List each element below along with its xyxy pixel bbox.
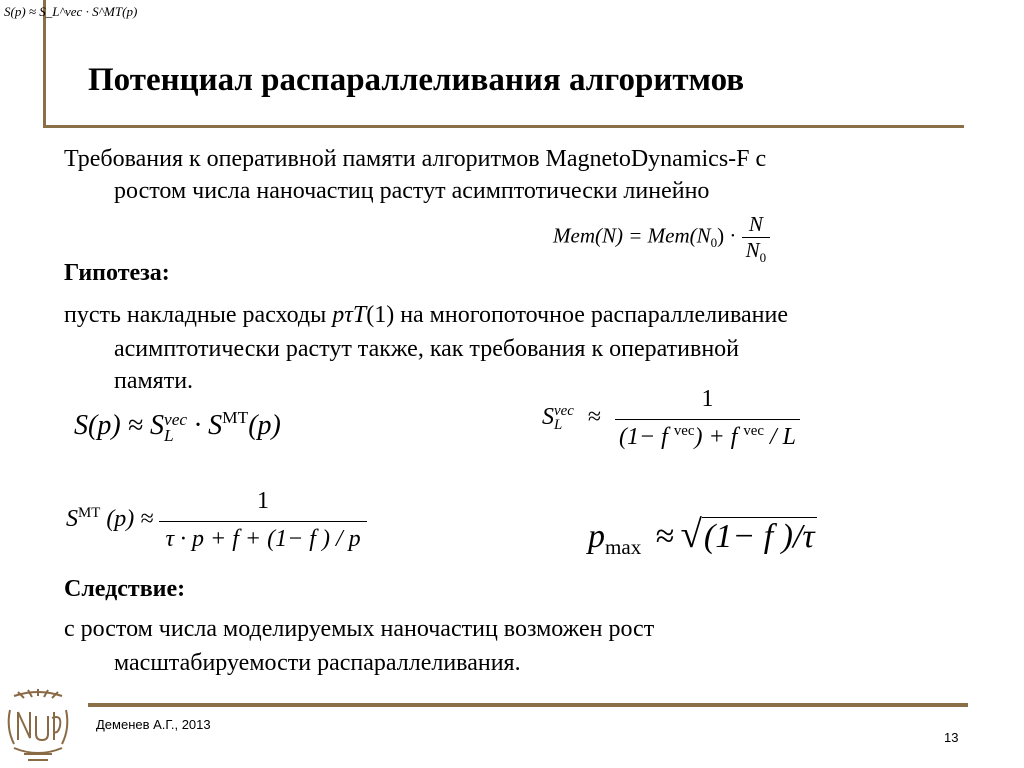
vector-speedup-lhs: S [542, 404, 554, 431]
memory-formula-den: N [745, 238, 760, 262]
speedup-formula-sup2: MT [222, 408, 249, 428]
memory-formula-fraction [742, 212, 771, 263]
speedup-formula-mid: · S [187, 410, 223, 441]
pmax-lhs: p [588, 518, 605, 555]
university-logo-icon [4, 688, 72, 766]
memory-formula-lhs: Mem(N) = Mem(N [553, 223, 711, 248]
vector-speedup-den-sup1: vec [673, 422, 695, 439]
vector-speedup-den-sup2: vec [743, 422, 765, 439]
slide-title: Потенциал распараллеливания алгоритмов [88, 62, 745, 98]
memory-formula-den-sub: 0 [759, 249, 767, 265]
vector-speedup-sub: L [554, 416, 563, 433]
consequence-line1: с ростом числа моделируемых наночастиц возможен рост [64, 616, 655, 642]
mt-speedup-num: 1 [257, 488, 270, 514]
vector-speedup-fraction [615, 386, 800, 451]
memory-formula-sub: 0 [710, 234, 718, 250]
sqrt-sign-icon: √ [680, 513, 702, 556]
mt-speedup-lhs: S [66, 506, 78, 533]
decor-rule-bottom [88, 703, 968, 707]
hypothesis-label: Гипотеза: [64, 260, 170, 286]
intro-text-line1: Требования к оперативной памяти алгоритмов MagnetoDynamics-F с [64, 146, 767, 172]
hypothesis-line3: памяти. [114, 368, 194, 394]
vector-speedup-approx: ≈ [587, 404, 601, 431]
mt-speedup-sup: MT [78, 504, 101, 521]
pmax-radicand: (1− f )/τ [703, 518, 815, 555]
speedup-formula [74, 410, 281, 443]
max-threads-formula [588, 512, 817, 560]
footer-author: Деменев А.Г., 2013 [96, 717, 211, 732]
hypothesis-line1-b: (1) на многопоточное распараллеливание [366, 302, 788, 328]
hypothesis-line1-math: pτT [332, 302, 367, 328]
hypothesis-line2: асимптотически растут также, как требования к оперативной [114, 336, 740, 362]
vector-speedup-num: 1 [701, 386, 714, 412]
speedup-formula-rhs: (p) [248, 410, 281, 441]
memory-formula-num: N [748, 212, 763, 236]
vector-speedup-den-a: (1− f [618, 424, 674, 450]
speedup-formula-lhs: S(p) ≈ S [74, 410, 165, 441]
speedup-formula-sup: vec [164, 409, 188, 429]
decor-rule-top [43, 125, 964, 128]
page-number: 13 [944, 730, 959, 745]
intro-text-line2: ростом числа наночастиц растут асимптотически линейно [114, 178, 710, 204]
mt-speedup-arg: (p) ≈ [106, 506, 154, 533]
vector-speedup-den-b: ) + f [694, 424, 744, 450]
multithread-speedup-formula [66, 488, 367, 553]
consequence-line2: масштабируемости распараллеливания. [114, 650, 521, 676]
pmax-approx: ≈ [655, 518, 675, 555]
pmax-sub: max [605, 535, 642, 560]
vector-speedup-formula [542, 386, 800, 451]
vector-speedup-sup: vec [554, 403, 574, 420]
corner-formula: S(p) ≈ S_L^vec · S^MT(p) [4, 4, 138, 19]
vector-speedup-den-c: / L [764, 424, 797, 450]
memory-formula [553, 212, 770, 263]
hypothesis-line1 [64, 300, 788, 331]
mt-speedup-fraction [159, 488, 366, 553]
consequence-label: Следствие: [64, 576, 186, 602]
mt-speedup-den: τ · p + f + (1− f ) / p [159, 521, 366, 553]
hypothesis-line1-a: пусть накладные расходы [64, 302, 333, 328]
speedup-formula-sub: L [164, 425, 174, 445]
memory-formula-close: ) · [717, 223, 737, 248]
